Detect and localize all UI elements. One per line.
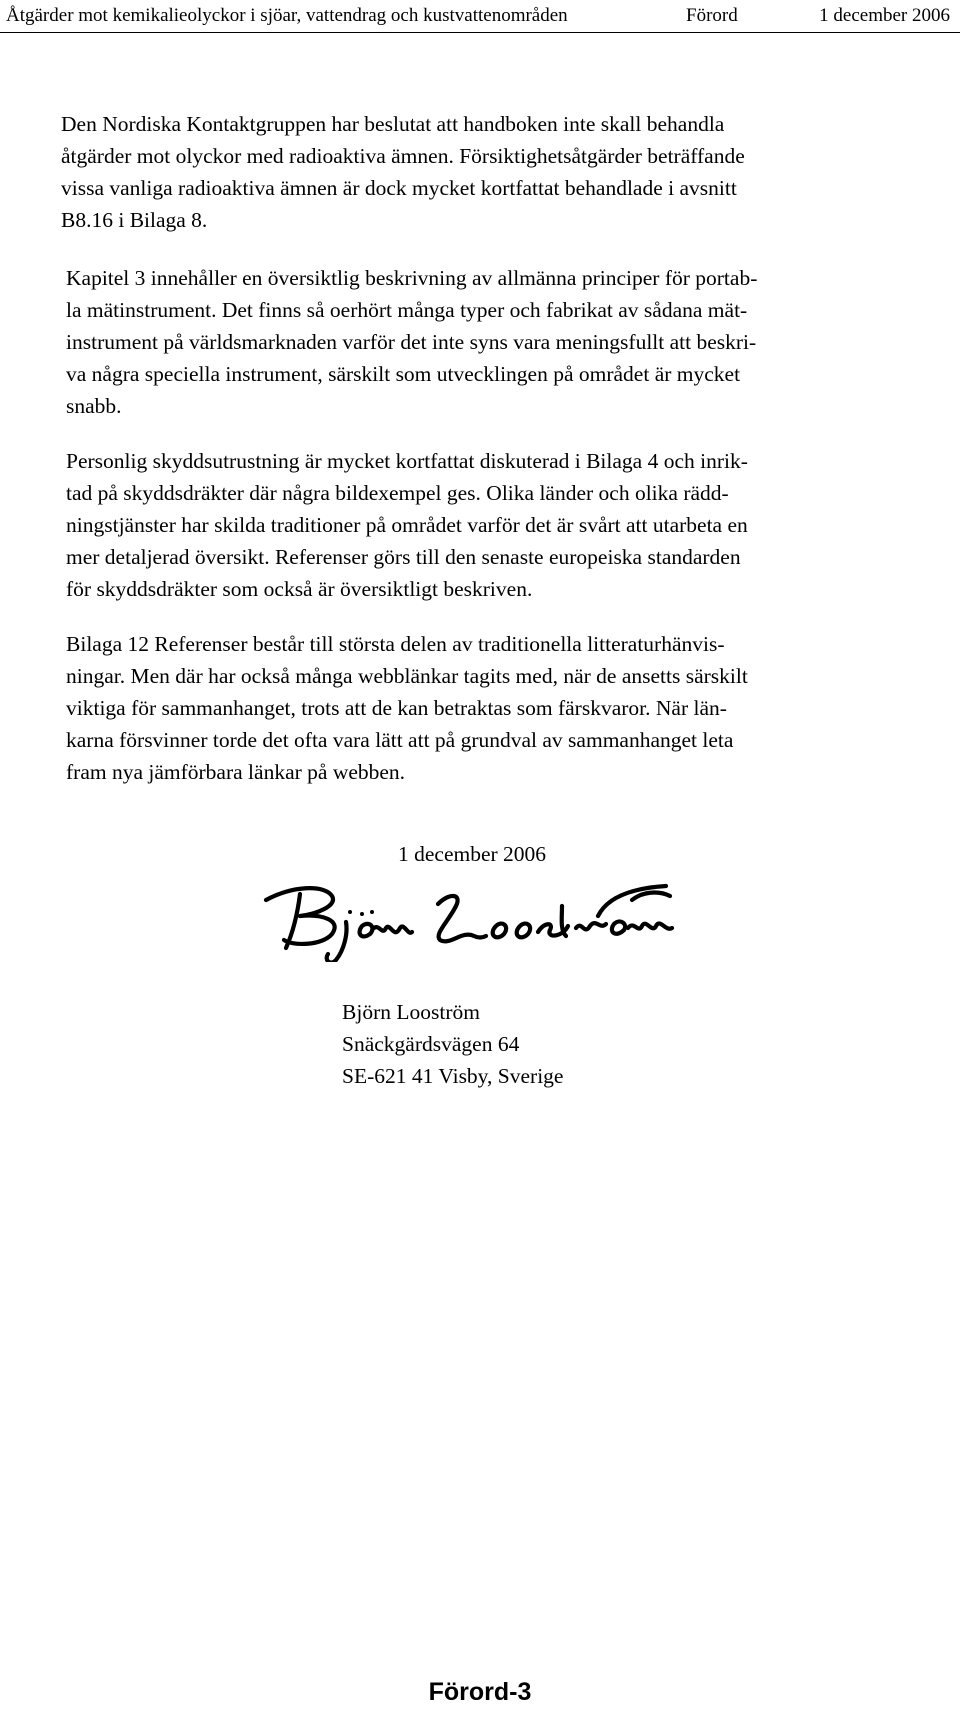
paragraph-line: vissa vanliga radioaktiva ämnen är dock mycket kortfattat behandlade i avsnitt bbox=[61, 176, 737, 200]
paragraph-line: Personlig skyddsutrustning är mycket kortfattat diskuterad i Bilaga 4 och inrik- bbox=[66, 449, 748, 473]
paragraph-line: mer detaljerad översikt. Referenser görs till den senaste europeiska standarden bbox=[66, 545, 741, 569]
paragraph-references bbox=[66, 628, 896, 788]
paragraph-line: va några speciella instrument, särskilt som utvecklingen på området är mycket bbox=[66, 362, 741, 386]
paragraph-line: viktiga för sammanhanget, trots att de kan betraktas som färskvaror. När län- bbox=[66, 696, 727, 720]
paragraph-radioactive bbox=[61, 108, 891, 236]
paragraph-protective-equipment bbox=[66, 445, 896, 605]
paragraph-line: Den Nordiska Kontaktgruppen har beslutat att handboken inte skall behandla bbox=[61, 112, 725, 136]
paragraph-line: snabb. bbox=[66, 394, 122, 418]
sender-name: Björn Looström bbox=[342, 1000, 480, 1024]
paragraph-line: instrument på världsmarknaden varför det inte syns vara meningsfullt att beskri- bbox=[66, 330, 757, 354]
sender-city: SE-621 41 Visby, Sverige bbox=[342, 1064, 564, 1088]
paragraph-line: för skyddsdräkter som också är översiktligt beskriven. bbox=[66, 577, 533, 601]
header-document-title: Åtgärder mot kemikalieolyckor i sjöar, vattendrag och kustvattenområden bbox=[6, 5, 568, 26]
paragraph-line: fram nya jämförbara länkar på webben. bbox=[66, 760, 406, 784]
paragraph-line: karna försvinner torde det ofta vara lätt att på grundval av sammanhanget leta bbox=[66, 728, 734, 752]
paragraph-line: la mätinstrument. Det finns så oerhört många typer och fabrikat av sådana mät- bbox=[66, 298, 748, 322]
handwritten-signature bbox=[262, 870, 702, 962]
paragraph-line: ningar. Men där har också många webblänkar tagits med, när de ansetts särskilt bbox=[66, 664, 748, 688]
paragraph-line: ningstjänster har skilda traditioner på området varför det är svårt att utarbeta en bbox=[66, 513, 748, 537]
header-divider bbox=[0, 32, 960, 33]
sender-address bbox=[342, 996, 563, 1092]
header-date: 1 december 2006 bbox=[819, 5, 950, 26]
signoff-date: 1 december 2006 bbox=[398, 842, 547, 866]
paragraph-line: Bilaga 12 Referenser består till största delen av traditionella litteraturhänvis- bbox=[66, 632, 725, 656]
paragraph-line: åtgärder mot olyckor med radioaktiva ämnen. Försiktighetsåtgärder beträffande bbox=[61, 144, 745, 168]
page-number: Förord-3 bbox=[428, 1678, 532, 1706]
running-header bbox=[0, 0, 960, 34]
paragraph-line: Kapitel 3 innehåller en översiktlig beskrivning av allmänna principer för portab- bbox=[66, 266, 758, 290]
paragraph-instruments bbox=[66, 262, 896, 422]
header-section-name: Förord bbox=[686, 5, 738, 26]
sender-street: Snäckgärdsvägen 64 bbox=[342, 1032, 520, 1056]
paragraph-line: B8.16 i Bilaga 8. bbox=[61, 208, 208, 232]
paragraph-line: tad på skyddsdräkter där några bildexempel ges. Olika länder och olika rädd- bbox=[66, 481, 729, 505]
